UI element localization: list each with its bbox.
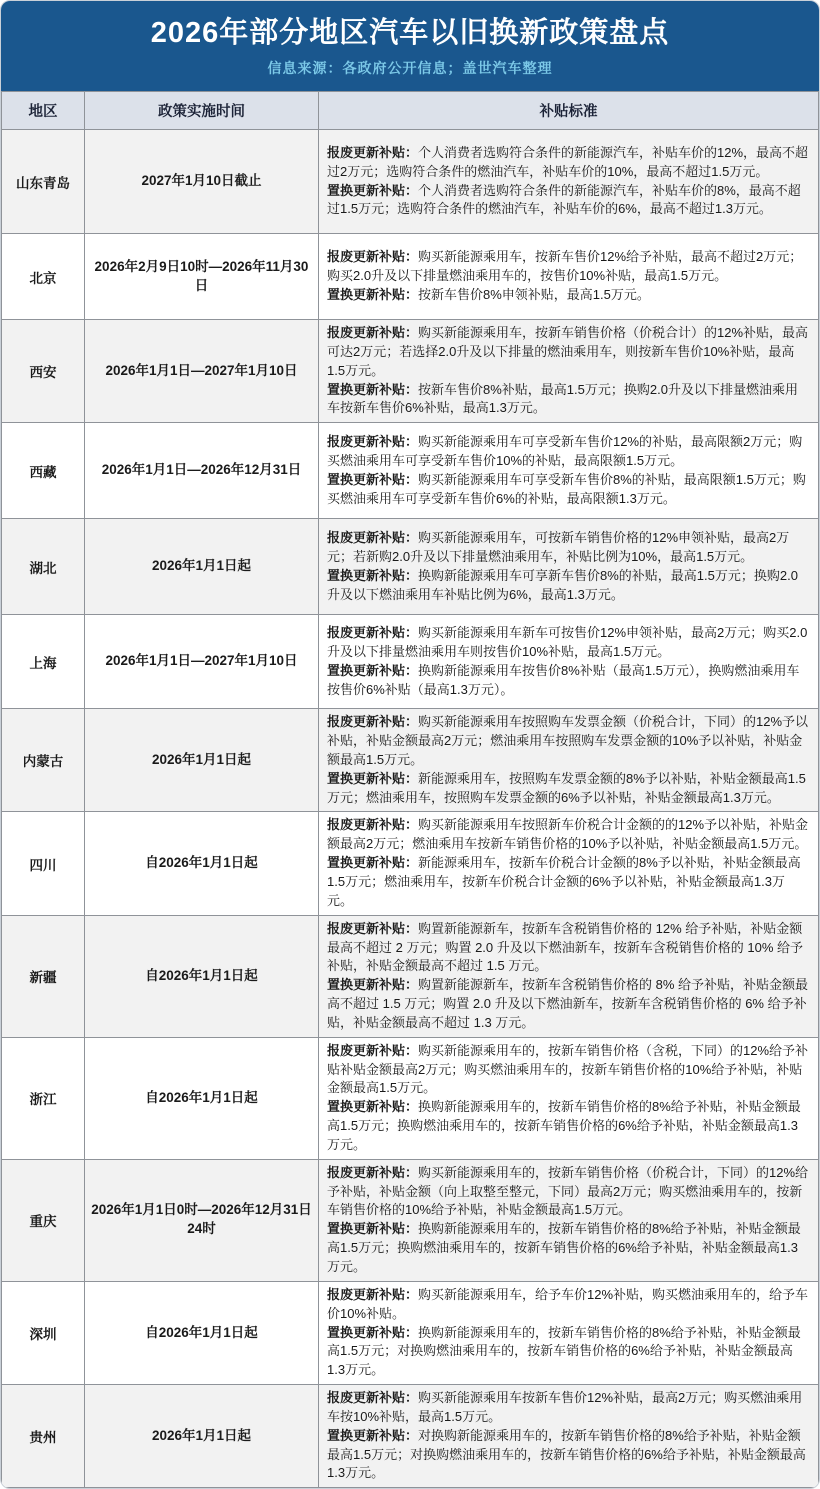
replace-policy-line [327, 770, 810, 808]
table-row [2, 423, 819, 519]
region-cell: 贵州 [2, 1385, 85, 1488]
scrap-policy-line [327, 1164, 810, 1221]
time-cell: 自2026年1月1日起 [85, 812, 319, 915]
scrap-policy-line [327, 713, 810, 770]
policy-cell [319, 812, 819, 915]
scrap-policy-line [327, 816, 810, 854]
replace-text: 新能源乘用车，按新车价税合计金额的8%予以补贴，补贴金额最高1.5万元；燃油乘用车，按新车价税合计金额的6%予以补贴，补贴金额最高1.3万元。 [327, 855, 801, 908]
col-header-time: 政策实施时间 [85, 92, 319, 130]
replace-label: 置换更新补贴： [327, 567, 419, 583]
scrap-label: 报废更新补贴： [327, 714, 419, 730]
replace-label: 置换更新补贴： [327, 770, 419, 786]
scrap-policy-line [327, 433, 810, 471]
scrap-policy-line [327, 324, 810, 381]
replace-text: 换购新能源乘用车按售价8%补贴（最高1.5万元），换购燃油乘用车按售价6%补贴（最高1.3万元）。 [327, 662, 800, 697]
table-row [2, 915, 819, 1037]
scrap-text: 购买新能源乘用车，可按新车销售价格的12%申领补贴，最高2万元；若新购2.0升及以下排量燃油乘用车，补贴比例为10%，最高1.5万元。 [327, 530, 790, 564]
region-cell: 西藏 [2, 423, 85, 519]
table-row [2, 1281, 819, 1384]
time-cell: 2027年1月10日截止 [85, 130, 319, 234]
policy-cell [319, 1159, 819, 1281]
table-row [2, 320, 819, 423]
region-cell: 上海 [2, 615, 85, 709]
replace-label: 置换更新补贴： [327, 855, 419, 871]
scrap-policy-line [327, 529, 810, 567]
replace-policy-line [327, 182, 810, 220]
region-cell: 湖北 [2, 519, 85, 615]
time-cell: 2026年1月1日0时—2026年12月31日24时 [85, 1159, 319, 1281]
replace-text: 换购新能源乘用车可享新车售价8%的补贴，最高1.5万元；换购2.0升及以下燃油乘用车补贴比例为6%，最高1.3万元。 [327, 567, 798, 602]
replace-policy-line [327, 1324, 810, 1381]
replace-label: 置换更新补贴： [327, 977, 419, 993]
policy-cell [319, 519, 819, 615]
replace-label: 置换更新补贴： [327, 182, 419, 198]
table-row [2, 130, 819, 234]
table-row [2, 812, 819, 915]
time-cell: 2026年1月1日—2027年1月10日 [85, 615, 319, 709]
replace-text: 购买新能源乘用车可享受新车售价8%的补贴，最高限额1.5万元；购买燃油乘用车可享受新车售价6%的补贴，最高限额1.3万元。 [327, 471, 806, 506]
scrap-label: 报废更新补贴： [327, 625, 419, 641]
table-row [2, 519, 819, 615]
scrap-policy-line [327, 144, 810, 182]
scrap-policy-line [327, 248, 810, 286]
scrap-text: 个人消费者选购符合条件的新能源汽车，补贴车价的12%，最高不超过2万元；选购符合条件的燃油汽车，补贴车价的10%，最高不超过1.5万元。 [327, 144, 809, 179]
replace-label: 置换更新补贴： [327, 1427, 419, 1443]
table-row [2, 1037, 819, 1159]
table-row [2, 615, 819, 709]
replace-label: 置换更新补贴： [327, 471, 419, 487]
scrap-label: 报废更新补贴： [327, 325, 419, 340]
table-row [2, 709, 819, 812]
policy-cell [319, 1037, 819, 1159]
replace-policy-line [327, 381, 810, 419]
scrap-label: 报废更新补贴： [327, 920, 419, 936]
col-header-subsidy: 补贴标准 [319, 92, 819, 130]
time-cell: 2026年1月1日起 [85, 709, 319, 812]
policy-cell [319, 423, 819, 519]
replace-policy-line [327, 1098, 810, 1155]
scrap-label: 报废更新补贴： [327, 817, 419, 833]
time-cell: 自2026年1月1日起 [85, 915, 319, 1037]
policy-cell [319, 320, 819, 423]
replace-label: 置换更新补贴： [327, 662, 419, 678]
scrap-text: 购买新能源乘用车的，按新车销售价格（含税，下同）的12%给予补贴补贴金额最高2万元；购买燃油乘用车的，按新车销售价格的10%给予补贴，补贴金额最高1.5万元。 [327, 1042, 809, 1096]
time-cell: 2026年1月1日起 [85, 519, 319, 615]
replace-policy-line [327, 1220, 810, 1277]
time-cell: 自2026年1月1日起 [85, 1037, 319, 1159]
replace-label: 置换更新补贴： [327, 1099, 419, 1115]
replace-text: 按新车售价8%申领补贴，最高1.5万元。 [418, 286, 650, 302]
scrap-label: 报废更新补贴： [327, 434, 419, 450]
replace-text: 换购新能源乘用车的，按新车销售价格的8%给予补贴，补贴金额最高1.5万元；对换购燃油乘用车的，按新车销售价格的6%给予补贴，补贴金额最高1.3万元。 [327, 1324, 801, 1378]
replace-policy-line [327, 471, 810, 509]
region-cell: 西安 [2, 320, 85, 423]
replace-text: 按新车售价8%补贴，最高1.5万元；换购2.0升及以下排量燃油乘用车按新车售价6%补贴，最高1.3万元。 [327, 381, 798, 416]
table-row [2, 1159, 819, 1281]
scrap-text: 购买新能源乘用车按照新车价税合计金额的的12%予以补贴，补贴金额最高2万元；燃油乘用车按新车销售价格的10%予以补贴，补贴金额最高1.5万元。 [327, 817, 809, 852]
table-header-row [2, 92, 819, 130]
scrap-policy-line [327, 624, 810, 662]
replace-policy-line [327, 662, 810, 700]
time-cell: 自2026年1月1日起 [85, 1281, 319, 1384]
scrap-policy-line [327, 920, 810, 977]
scrap-label: 报废更新补贴： [327, 530, 419, 546]
replace-policy-line [327, 1427, 810, 1484]
policy-cell [319, 130, 819, 234]
time-cell: 2026年1月1日起 [85, 1385, 319, 1488]
replace-label: 置换更新补贴： [327, 381, 419, 397]
scrap-text: 购买新能源乘用车可享受新车售价12%的补贴，最高限额2万元；购买燃油乘用车可享受新车售价10%的补贴，最高限额1.5万元。 [327, 434, 803, 468]
policy-table [1, 91, 819, 1488]
region-cell: 北京 [2, 234, 85, 320]
policy-cell [319, 915, 819, 1037]
region-cell: 四川 [2, 812, 85, 915]
scrap-text: 购买新能源乘用车，给予车价12%补贴，购买燃油乘用车的，给予车价10%补贴。 [327, 1286, 809, 1321]
scrap-label: 报废更新补贴： [327, 249, 419, 265]
region-cell: 新疆 [2, 915, 85, 1037]
region-cell: 深圳 [2, 1281, 85, 1384]
replace-text: 新能源乘用车，按照购车发票金额的8%予以补贴，补贴金额最高1.5万元；燃油乘用车，按照购车发票金额的6%予以补贴，补贴金额最高1.3万元。 [327, 770, 806, 805]
scrap-label: 报废更新补贴： [327, 1042, 419, 1058]
policy-cell [319, 1281, 819, 1384]
scrap-text: 购买新能源乘用车，按新车售价12%给予补贴，最高不超过2万元；购买2.0升及以下排量燃油乘用车的，按售价10%补贴，最高1.5万元。 [327, 249, 803, 284]
region-cell: 山东青岛 [2, 130, 85, 234]
page-title: 2026年部分地区汽车以旧换新政策盘点 [150, 17, 670, 49]
region-cell: 重庆 [2, 1159, 85, 1281]
scrap-policy-line [327, 1286, 810, 1324]
scrap-label: 报废更新补贴： [327, 1164, 419, 1180]
replace-policy-line [327, 567, 810, 605]
replace-policy-line [327, 286, 810, 305]
table-row [2, 1385, 819, 1488]
time-cell: 2026年1月1日—2027年1月10日 [85, 320, 319, 423]
scrap-policy-line [327, 1389, 810, 1427]
scrap-text: 购买新能源乘用车按新车售价12%补贴，最高2万元；购买燃油乘用车按10%补贴，最高1.5万元。 [327, 1390, 803, 1424]
scrap-text: 购置新能源新车，按新车含税销售价格的 12% 给予补贴，补贴金额最高不超过 2 万元；购置 2.0 升及以下燃油新车，按新车含税销售价格的 10% 给予补贴，补贴金额最高不超过 1.5 万元。 [327, 920, 803, 974]
replace-text: 购置新能源新车，按新车含税销售价格的 8% 给予补贴，补贴金额最高不超过 1.5 万元；购置 2.0 升及以下燃油新车，按新车含税销售价格的 6% 给予补贴，补贴金额最高不超过 1.3 万元。 [327, 977, 809, 1030]
region-cell: 浙江 [2, 1037, 85, 1159]
time-cell: 2026年2月9日10时—2026年11月30日 [85, 234, 319, 320]
replace-text: 换购新能源乘用车的，按新车销售价格的8%给予补贴，补贴金额最高1.5万元；换购燃油乘用车的，按新车销售价格的6%给予补贴，补贴金额最高1.3万元。 [327, 1221, 801, 1274]
replace-label: 置换更新补贴： [327, 1221, 419, 1237]
scrap-text: 购买新能源乘用车的，按新车销售价格（价税合计，下同）的12%给予补贴，补贴金额（向上取整至整元，下同）最高2万元；购买燃油乘用车的，按新车销售价格的10%给予补贴，补贴金额最高1.5万元。 [327, 1164, 809, 1218]
col-header-region: 地区 [2, 92, 85, 130]
scrap-label: 报废更新补贴： [327, 1286, 419, 1302]
replace-text: 换购新能源乘用车的，按新车销售价格的8%给予补贴，补贴金额最高1.5万元；换购燃油乘用车的，按新车销售价格的6%给予补贴，补贴金额最高1.3万元。 [327, 1099, 801, 1152]
replace-policy-line [327, 854, 810, 911]
region-cell: 内蒙古 [2, 709, 85, 812]
scrap-label: 报废更新补贴： [327, 144, 419, 160]
header-banner [1, 1, 819, 91]
scrap-text: 购买新能源乘用车，按新车销售价格（价税合计）的12%补贴，最高可达2万元；若选择2.0升及以下排量的燃油乘用车，则按新车售价10%补贴，最高1.5万元。 [327, 325, 809, 378]
policy-cell [319, 615, 819, 709]
page-subtitle: 信息来源：各政府公开信息；盖世汽车整理 [267, 60, 553, 76]
scrap-policy-line [327, 1042, 810, 1099]
scrap-label: 报废更新补贴： [327, 1390, 419, 1406]
scrap-text: 购买新能源乘用车新车可按售价12%申领补贴，最高2万元；购买2.0升及以下排量燃油乘用车则按售价10%补贴，最高1.5万元。 [327, 625, 808, 659]
replace-policy-line [327, 976, 810, 1033]
policy-cell [319, 1385, 819, 1488]
replace-label: 置换更新补贴： [327, 1324, 419, 1340]
policy-cell [319, 709, 819, 812]
policy-cell [319, 234, 819, 320]
time-cell: 2026年1月1日—2026年12月31日 [85, 423, 319, 519]
table-row [2, 234, 819, 320]
replace-text: 个人消费者选购符合条件的新能源汽车，补贴车价的8%，最高不超过1.5万元；选购符合条件的燃油汽车，补贴车价的6%，最高不超过1.3万元。 [327, 182, 801, 217]
replace-text: 对换购新能源乘用车的，按新车销售价格的8%给予补贴，补贴金额最高1.5万元；对换购燃油乘用车的，按新车销售价格的6%给予补贴，补贴金额最高1.3万元。 [327, 1427, 806, 1481]
scrap-text: 购买新能源乘用车按照购车发票金额（价税合计，下同）的12%予以补贴，补贴金额最高2万元；燃油乘用车按照购车发票金额的10%予以补贴，补贴金额最高1.5万元。 [327, 714, 809, 767]
replace-label: 置换更新补贴： [327, 286, 419, 302]
